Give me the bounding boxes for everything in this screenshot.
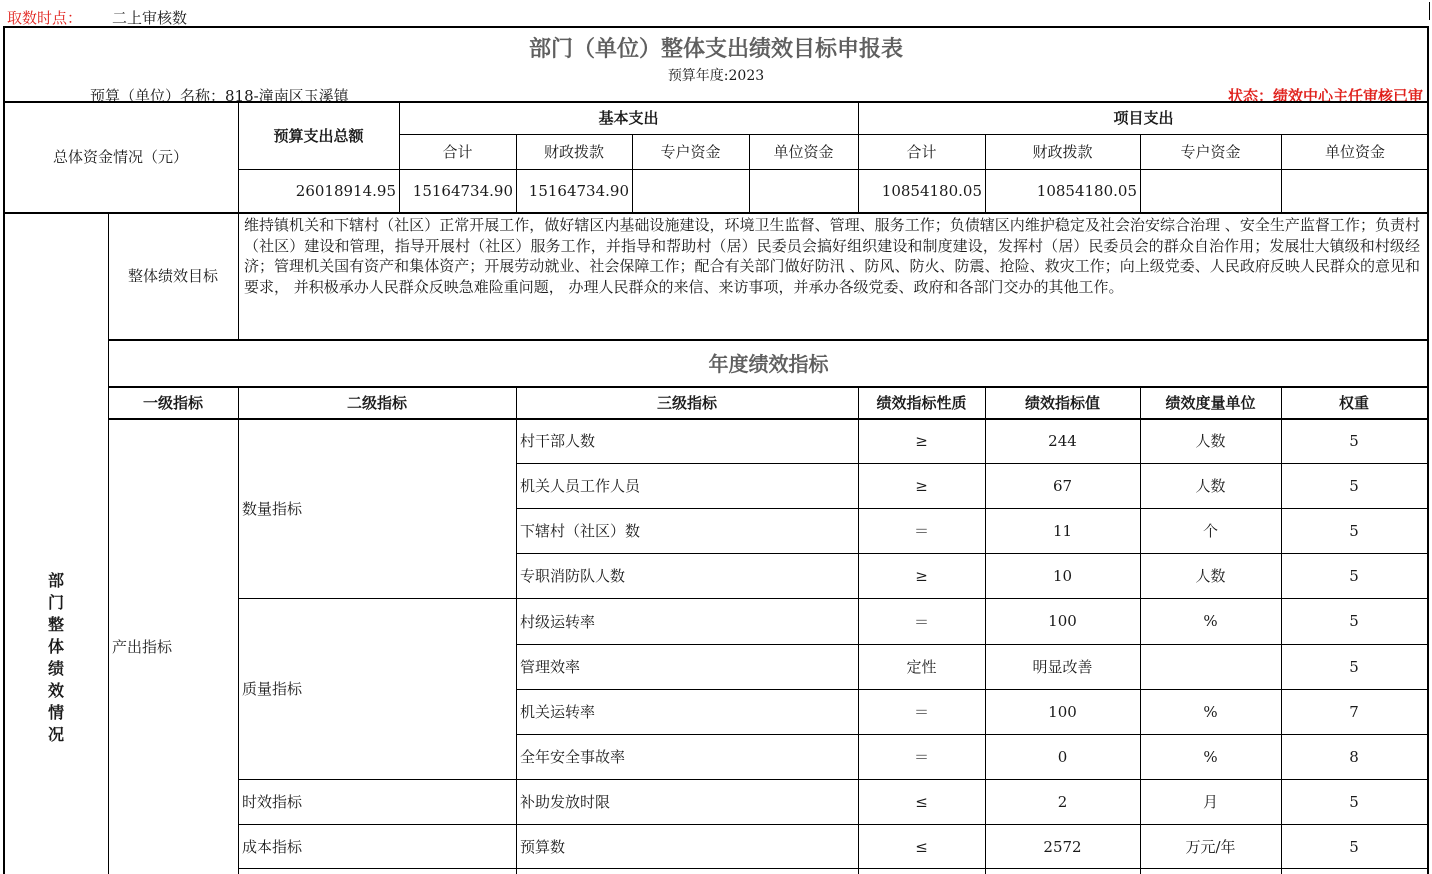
basic-expenditure-label: 基本支出 bbox=[598, 109, 659, 127]
side-label-char: 效 bbox=[47, 681, 64, 700]
basic-col-unit: 单位资金 bbox=[773, 143, 834, 161]
col-value: 绩效指标值 bbox=[1024, 393, 1100, 412]
level2-timeliness: 时效指标 bbox=[242, 793, 303, 811]
level3-name: 预算数 bbox=[520, 838, 566, 856]
level2-quantity: 数量指标 bbox=[242, 499, 303, 518]
grid-line bbox=[1427, 101, 1429, 874]
indicator-unit: 个 bbox=[1202, 522, 1218, 540]
indicator-weight: 7 bbox=[1349, 702, 1359, 721]
indicator-weight: 5 bbox=[1349, 476, 1359, 495]
indicator-weight: 5 bbox=[1349, 612, 1359, 630]
level3-name: 下辖村（社区）数 bbox=[520, 522, 641, 540]
indicator-weight: 5 bbox=[1349, 521, 1359, 540]
indicator-nature: ≥ bbox=[915, 431, 928, 450]
level3-name: 村干部人数 bbox=[520, 432, 596, 450]
project-col-special: 专户资金 bbox=[1180, 143, 1241, 161]
side-label-char: 门 bbox=[47, 593, 64, 612]
basic-total-value: 15164734.90 bbox=[412, 181, 513, 200]
indicator-value: 2 bbox=[1057, 792, 1068, 811]
funds-label: 总体资金情况（元） bbox=[52, 148, 188, 166]
side-label-char: 部 bbox=[47, 571, 64, 590]
level3-name: 管理效率 bbox=[520, 658, 581, 676]
indicator-value: 11 bbox=[1052, 521, 1073, 540]
indicator-nature: ≤ bbox=[915, 837, 928, 856]
grid-line bbox=[238, 212, 239, 339]
goal-text: 维持镇机关和下辖村（社区）正常开展工作，做好辖区内基础设施建设，环境卫生监督、管理、服务工作；负债辖区内维护稳定及社会治安综合治理 、安全生产监督工作；负责村（社区）建设和管理，指导开展村（社区）服务工作，并指导和帮助村（居）民委员会搞好组织建设和制度建设，发挥村（居）民委员会的群众自治作用；发展壮大镇级和村级经济；管理机关国有资产和集体资产；开展劳动就业、社会保障工作；配合有关部门做好防汛 、防风、防火、防震、抢险、救灾工作；向上级党委、人民政府反映人民群众的意见和要求， 并积极承办人民群众反映急难险重问题， 办理人民群众的来信、来访事项，并承办各级党委、政府和各部门交办的其他工作。 bbox=[244, 216, 1420, 296]
project-fiscal-value: 10854180.05 bbox=[1036, 181, 1137, 200]
indicator-unit: 人数 bbox=[1195, 432, 1226, 450]
indicator-unit: % bbox=[1203, 747, 1218, 766]
project-total-value: 10854180.05 bbox=[881, 181, 982, 200]
level2-cost: 成本指标 bbox=[242, 838, 303, 856]
indicator-nature: ＝ bbox=[913, 703, 929, 721]
project-special-value bbox=[1140, 169, 1281, 212]
col-weight: 权重 bbox=[1338, 393, 1369, 412]
indicator-unit: 人数 bbox=[1195, 477, 1226, 495]
side-label-char: 体 bbox=[47, 637, 64, 656]
status-badge: 状态：绩效中心主任审核已审 bbox=[1227, 87, 1423, 105]
project-col-unit: 单位资金 bbox=[1324, 143, 1385, 161]
level3-name: 机关运转率 bbox=[520, 703, 596, 721]
indicator-nature: 定性 bbox=[906, 658, 937, 676]
basic-col-fiscal: 财政拨款 bbox=[543, 143, 604, 161]
indicator-value: 2572 bbox=[1043, 837, 1082, 856]
indicator-weight: 5 bbox=[1349, 431, 1359, 450]
side-label-char: 况 bbox=[47, 725, 64, 744]
indicator-nature: ≤ bbox=[915, 792, 928, 811]
indicator-value: 100 bbox=[1048, 612, 1077, 630]
overall-side-label bbox=[8, 570, 104, 746]
indicator-unit: % bbox=[1203, 702, 1218, 721]
unit-name: 预算（单位）名称：818-潼南区玉溪镇 bbox=[90, 87, 349, 105]
level3-name: 全年安全事故率 bbox=[520, 748, 626, 766]
basic-col-total: 合计 bbox=[442, 143, 473, 161]
indicator-value: 0 bbox=[1057, 747, 1068, 766]
col-level2: 二级指标 bbox=[346, 393, 407, 412]
indicator-unit bbox=[1140, 644, 1281, 689]
indicator-nature: ＝ bbox=[913, 612, 929, 631]
project-col-fiscal: 财政拨款 bbox=[1032, 143, 1093, 161]
indicator-value: 100 bbox=[1048, 702, 1077, 721]
indicator-nature: ＝ bbox=[913, 522, 929, 540]
col-nature: 绩效指标性质 bbox=[876, 393, 967, 412]
budget-total-value: 26018914.95 bbox=[295, 181, 396, 200]
page-title: 部门（单位）整体支出绩效目标申报表 bbox=[528, 37, 903, 62]
col-level1: 一级指标 bbox=[142, 393, 203, 412]
indicator-value: 67 bbox=[1052, 476, 1073, 495]
indicator-weight: 5 bbox=[1349, 837, 1359, 856]
indicator-weight: 5 bbox=[1349, 792, 1359, 811]
basic-fiscal-value: 15164734.90 bbox=[528, 181, 629, 200]
side-label-char: 整 bbox=[47, 615, 64, 634]
side-label-char: 绩 bbox=[47, 659, 64, 678]
budget-total-label: 预算支出总额 bbox=[273, 126, 364, 145]
indicator-nature: ＝ bbox=[913, 748, 929, 766]
indicator-unit: 人数 bbox=[1195, 567, 1226, 585]
basic-special-value bbox=[632, 169, 749, 212]
indicator-nature: ≥ bbox=[915, 476, 928, 495]
project-col-total: 合计 bbox=[906, 143, 937, 161]
col-level3: 三级指标 bbox=[656, 393, 717, 412]
indicator-unit: 万元/年 bbox=[1185, 838, 1236, 856]
level2-quality: 质量指标 bbox=[242, 680, 303, 698]
indicator-value: 244 bbox=[1048, 431, 1077, 450]
col-unit: 绩效度量单位 bbox=[1165, 393, 1256, 412]
level3-name: 补助发放时限 bbox=[520, 793, 611, 811]
indicator-weight: 5 bbox=[1349, 566, 1359, 585]
indicator-weight: 5 bbox=[1349, 657, 1359, 676]
goal-label: 整体绩效目标 bbox=[127, 267, 218, 285]
column-edge-marker bbox=[1418, 2, 1430, 20]
indicator-unit: % bbox=[1203, 612, 1218, 630]
indicator-value: 10 bbox=[1052, 566, 1073, 585]
section-title: 年度绩效指标 bbox=[708, 352, 829, 376]
indicator-nature: ≥ bbox=[915, 566, 928, 585]
snapshot-value: 二上审核数 bbox=[112, 9, 188, 27]
level3-name: 机关人员工作人员 bbox=[520, 477, 641, 495]
budget-year: 预算年度:2023 bbox=[667, 68, 765, 84]
level1-output: 产出指标 bbox=[112, 637, 173, 656]
project-expenditure-label: 项目支出 bbox=[1113, 109, 1174, 127]
side-label-char: 情 bbox=[47, 703, 64, 722]
basic-col-special: 专户资金 bbox=[660, 143, 721, 161]
indicator-weight: 8 bbox=[1349, 747, 1359, 766]
top-line bbox=[0, 0, 1432, 26]
indicator-value: 明显改善 bbox=[1032, 658, 1093, 676]
indicator-unit: 月 bbox=[1202, 793, 1218, 811]
level3-name: 村级运转率 bbox=[520, 612, 596, 631]
snapshot-label: 取数时点： bbox=[7, 9, 83, 27]
basic-unit-value bbox=[749, 169, 858, 212]
project-unit-value bbox=[1281, 169, 1429, 212]
level3-name: 专职消防队人数 bbox=[520, 567, 626, 585]
